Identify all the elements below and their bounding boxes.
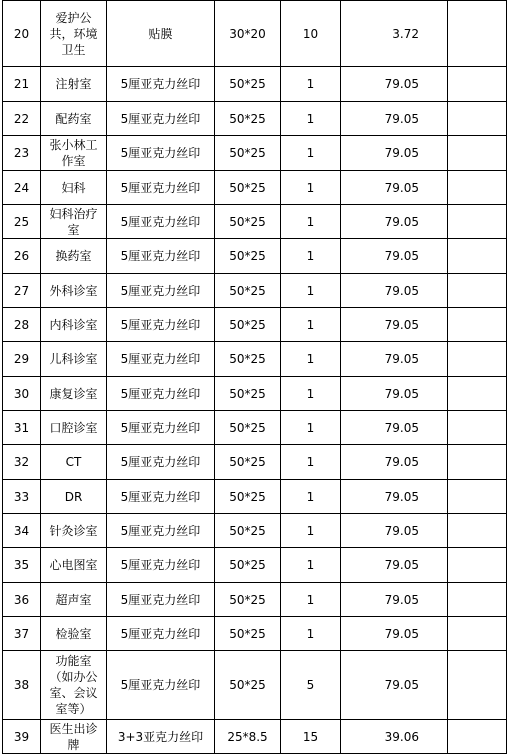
row-number-cell: 39 <box>3 720 41 754</box>
empty-cell <box>448 205 507 239</box>
row-number-cell: 31 <box>3 411 41 445</box>
material-cell: 5厘亚克力丝印 <box>107 514 215 548</box>
table-row <box>3 445 507 480</box>
size-cell: 50*25 <box>215 102 281 136</box>
empty-cell <box>448 377 507 411</box>
table-row <box>3 583 507 617</box>
unit-price-cell: 79.05 <box>341 171 448 205</box>
table-row <box>3 617 507 651</box>
size-cell: 50*25 <box>215 583 281 617</box>
material-cell: 5厘亚克力丝印 <box>107 67 215 102</box>
room-name-cell: 换药室 <box>41 239 107 274</box>
quantity-cell: 1 <box>281 445 341 480</box>
unit-price-cell: 79.05 <box>341 617 448 651</box>
material-cell: 5厘亚克力丝印 <box>107 102 215 136</box>
room-name-cell: 外科诊室 <box>41 274 107 308</box>
size-cell: 50*25 <box>215 171 281 205</box>
empty-cell <box>448 651 507 720</box>
quantity-cell: 15 <box>281 720 341 754</box>
room-name-cell: 检验室 <box>41 617 107 651</box>
quantity-cell: 1 <box>281 171 341 205</box>
table-row <box>3 67 507 102</box>
room-name-cell: 配药室 <box>41 102 107 136</box>
quantity-cell: 1 <box>281 67 341 102</box>
size-cell: 50*25 <box>215 308 281 342</box>
quantity-cell: 1 <box>281 617 341 651</box>
quantity-cell: 1 <box>281 342 341 377</box>
empty-cell <box>448 514 507 548</box>
empty-cell <box>448 136 507 171</box>
room-name-cell: 针灸诊室 <box>41 514 107 548</box>
size-cell: 25*8.5 <box>215 720 281 754</box>
quantity-cell: 1 <box>281 205 341 239</box>
row-number-cell: 29 <box>3 342 41 377</box>
material-cell: 5厘亚克力丝印 <box>107 205 215 239</box>
quantity-cell: 1 <box>281 102 341 136</box>
size-cell: 50*25 <box>215 445 281 480</box>
material-cell: 5厘亚克力丝印 <box>107 548 215 583</box>
unit-price-cell: 79.05 <box>341 377 448 411</box>
quantity-cell: 1 <box>281 548 341 583</box>
unit-price-cell: 79.05 <box>341 514 448 548</box>
material-cell: 5厘亚克力丝印 <box>107 377 215 411</box>
size-cell: 50*25 <box>215 651 281 720</box>
empty-cell <box>448 617 507 651</box>
size-cell: 50*25 <box>215 377 281 411</box>
row-number-cell: 36 <box>3 583 41 617</box>
material-cell: 5厘亚克力丝印 <box>107 171 215 205</box>
table-row <box>3 377 507 411</box>
empty-cell <box>448 445 507 480</box>
row-number-cell: 28 <box>3 308 41 342</box>
empty-cell <box>448 411 507 445</box>
empty-cell <box>448 583 507 617</box>
quantity-cell: 1 <box>281 239 341 274</box>
row-number-cell: 35 <box>3 548 41 583</box>
size-cell: 50*25 <box>215 205 281 239</box>
row-number-cell: 32 <box>3 445 41 480</box>
quantity-cell: 5 <box>281 651 341 720</box>
row-number-cell: 38 <box>3 651 41 720</box>
size-cell: 30*20 <box>215 1 281 67</box>
unit-price-cell: 79.05 <box>341 67 448 102</box>
material-cell: 5厘亚克力丝印 <box>107 583 215 617</box>
table-row <box>3 548 507 583</box>
row-number-cell: 23 <box>3 136 41 171</box>
size-cell: 50*25 <box>215 342 281 377</box>
unit-price-cell: 79.05 <box>341 445 448 480</box>
unit-price-cell: 3.72 <box>341 1 448 67</box>
unit-price-cell: 79.05 <box>341 308 448 342</box>
room-name-cell: 超声室 <box>41 583 107 617</box>
table-row <box>3 102 507 136</box>
room-name-cell: 妇科 <box>41 171 107 205</box>
row-number-cell: 30 <box>3 377 41 411</box>
row-number-cell: 37 <box>3 617 41 651</box>
room-name-cell: 爱护公共，环境卫生 <box>41 1 107 67</box>
unit-price-cell: 79.05 <box>341 274 448 308</box>
empty-cell <box>448 342 507 377</box>
material-cell: 5厘亚克力丝印 <box>107 308 215 342</box>
material-cell: 5厘亚克力丝印 <box>107 651 215 720</box>
quantity-cell: 1 <box>281 480 341 514</box>
unit-price-cell: 79.05 <box>341 342 448 377</box>
quantity-cell: 10 <box>281 1 341 67</box>
table-row <box>3 720 507 754</box>
row-number-cell: 33 <box>3 480 41 514</box>
empty-cell <box>448 308 507 342</box>
table-row <box>3 514 507 548</box>
unit-price-cell: 79.05 <box>341 411 448 445</box>
row-number-cell: 22 <box>3 102 41 136</box>
unit-price-cell: 39.06 <box>341 720 448 754</box>
row-number-cell: 20 <box>3 1 41 67</box>
size-cell: 50*25 <box>215 514 281 548</box>
table-row <box>3 136 507 171</box>
empty-cell <box>448 720 507 754</box>
quantity-cell: 1 <box>281 136 341 171</box>
material-cell: 5厘亚克力丝印 <box>107 342 215 377</box>
room-name-cell: 张小林工作室 <box>41 136 107 171</box>
room-name-cell: 妇科治疗室 <box>41 205 107 239</box>
room-name-cell: 康复诊室 <box>41 377 107 411</box>
quantity-cell: 1 <box>281 411 341 445</box>
size-cell: 50*25 <box>215 239 281 274</box>
empty-cell <box>448 67 507 102</box>
material-cell: 5厘亚克力丝印 <box>107 480 215 514</box>
table-row <box>3 308 507 342</box>
material-cell: 5厘亚克力丝印 <box>107 445 215 480</box>
quantity-cell: 1 <box>281 308 341 342</box>
room-name-cell: 儿科诊室 <box>41 342 107 377</box>
quantity-cell: 1 <box>281 514 341 548</box>
empty-cell <box>448 274 507 308</box>
size-cell: 50*25 <box>215 411 281 445</box>
quantity-cell: 1 <box>281 583 341 617</box>
empty-cell <box>448 102 507 136</box>
row-number-cell: 26 <box>3 239 41 274</box>
table-row <box>3 239 507 274</box>
price-table <box>2 0 507 754</box>
empty-cell <box>448 480 507 514</box>
material-cell: 5厘亚克力丝印 <box>107 239 215 274</box>
unit-price-cell: 79.05 <box>341 651 448 720</box>
table-row <box>3 480 507 514</box>
unit-price-cell: 79.05 <box>341 102 448 136</box>
table-row <box>3 651 507 720</box>
room-name-cell: 心电图室 <box>41 548 107 583</box>
table-row <box>3 1 507 67</box>
table-row <box>3 411 507 445</box>
empty-cell <box>448 548 507 583</box>
table-row <box>3 171 507 205</box>
table-body <box>3 1 507 754</box>
material-cell: 贴膜 <box>107 1 215 67</box>
row-number-cell: 27 <box>3 274 41 308</box>
table-row <box>3 342 507 377</box>
room-name-cell: 医生出诊牌 <box>41 720 107 754</box>
table-row <box>3 274 507 308</box>
room-name-cell: 口腔诊室 <box>41 411 107 445</box>
row-number-cell: 34 <box>3 514 41 548</box>
material-cell: 5厘亚克力丝印 <box>107 136 215 171</box>
unit-price-cell: 79.05 <box>341 205 448 239</box>
empty-cell <box>448 239 507 274</box>
material-cell: 5厘亚克力丝印 <box>107 411 215 445</box>
size-cell: 50*25 <box>215 617 281 651</box>
unit-price-cell: 79.05 <box>341 480 448 514</box>
material-cell: 5厘亚克力丝印 <box>107 617 215 651</box>
row-number-cell: 21 <box>3 67 41 102</box>
unit-price-cell: 79.05 <box>341 583 448 617</box>
row-number-cell: 25 <box>3 205 41 239</box>
material-cell: 5厘亚克力丝印 <box>107 274 215 308</box>
empty-cell <box>448 171 507 205</box>
unit-price-cell: 79.05 <box>341 136 448 171</box>
unit-price-cell: 79.05 <box>341 239 448 274</box>
material-cell: 3+3亚克力丝印 <box>107 720 215 754</box>
room-name-cell: 注射室 <box>41 67 107 102</box>
quantity-cell: 1 <box>281 274 341 308</box>
row-number-cell: 24 <box>3 171 41 205</box>
room-name-cell: 内科诊室 <box>41 308 107 342</box>
size-cell: 50*25 <box>215 548 281 583</box>
size-cell: 50*25 <box>215 274 281 308</box>
quantity-cell: 1 <box>281 377 341 411</box>
room-name-cell: CT <box>41 445 107 480</box>
size-cell: 50*25 <box>215 480 281 514</box>
room-name-cell: DR <box>41 480 107 514</box>
size-cell: 50*25 <box>215 136 281 171</box>
room-name-cell: 功能室（如办公室、会议室等） <box>41 651 107 720</box>
size-cell: 50*25 <box>215 67 281 102</box>
unit-price-cell: 79.05 <box>341 548 448 583</box>
table-row <box>3 205 507 239</box>
empty-cell <box>448 1 507 67</box>
